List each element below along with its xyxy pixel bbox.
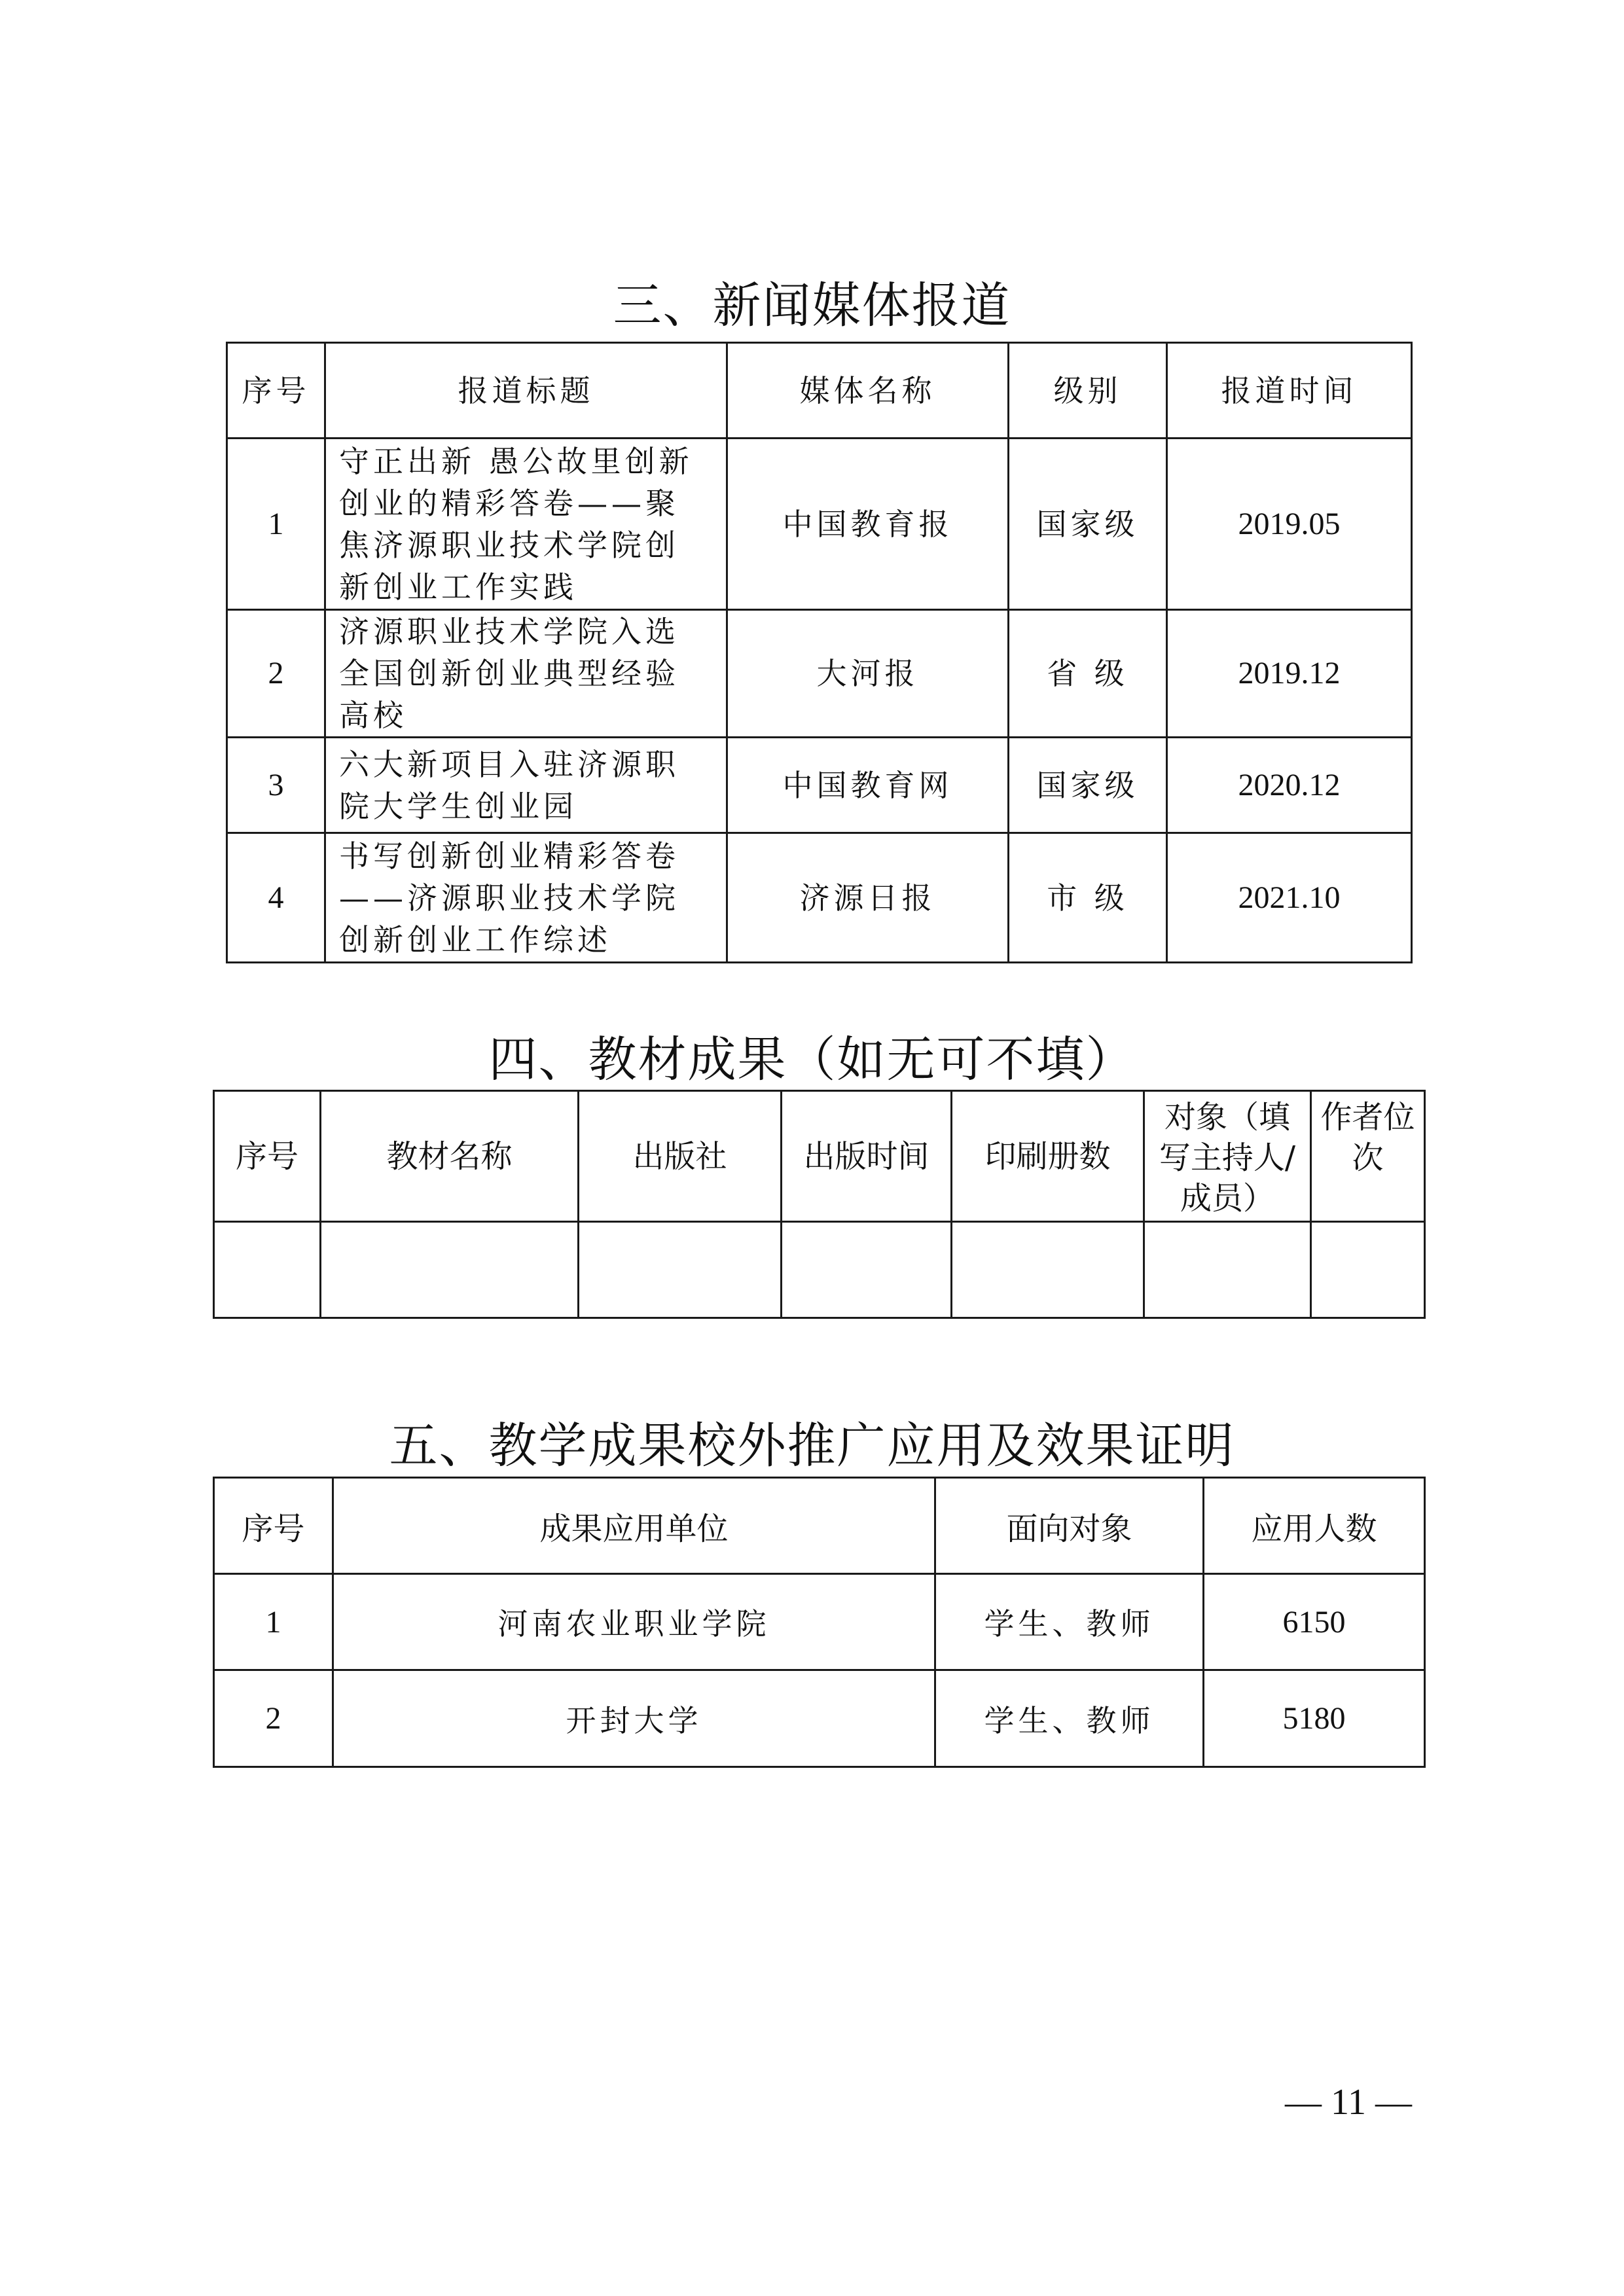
media-name: 大河报: [727, 610, 1009, 738]
report-title: 六大新项目入驻济源职院大学生创业园: [325, 738, 727, 833]
target-audience: 学生、教师: [935, 1670, 1204, 1767]
user-count: 5180: [1204, 1670, 1425, 1767]
row-number: 2: [227, 610, 325, 738]
report-title: 济源职业技术学院入选全国创新创业典型经验高校: [325, 610, 727, 738]
report-level: 市 级: [1009, 833, 1167, 963]
header-cell: 出版社: [579, 1091, 782, 1222]
table-header-row: [214, 1091, 1425, 1222]
section5-title: 五、教学成果校外推广应用及效果证明: [389, 1418, 1235, 1474]
header-cell: 应用人数: [1204, 1478, 1425, 1574]
report-date: 2019.05: [1167, 439, 1412, 610]
media-name: 中国教育报: [727, 439, 1009, 610]
header-cell: 级别: [1009, 343, 1167, 439]
header-cell: 序号: [227, 343, 325, 439]
report-level: 省 级: [1009, 610, 1167, 738]
header-cell: 作者位次: [1311, 1091, 1425, 1222]
header-cell: 媒体名称: [727, 343, 1009, 439]
table-header-row: [227, 343, 1412, 439]
table-row: [214, 1670, 1425, 1767]
empty-cell: [579, 1222, 782, 1318]
user-count: 6150: [1204, 1574, 1425, 1670]
empty-cell: [782, 1222, 952, 1318]
page-number: — 11 —: [1285, 2082, 1412, 2123]
media-name: 济源日报: [727, 833, 1009, 963]
table-row: [214, 1222, 1425, 1318]
report-date: 2020.12: [1167, 738, 1412, 833]
header-cell: 序号: [214, 1478, 333, 1574]
header-cell: 报道时间: [1167, 343, 1412, 439]
report-level: 国家级: [1009, 439, 1167, 610]
header-cell: 对象（填写主持人/成员）: [1144, 1091, 1311, 1222]
table-row: [227, 738, 1412, 833]
table-row: [227, 833, 1412, 963]
row-number: 1: [214, 1574, 333, 1670]
table-row: [227, 610, 1412, 738]
header-cell: 印刷册数: [952, 1091, 1144, 1222]
table-row: [214, 1574, 1425, 1670]
header-cell: 报道标题: [325, 343, 727, 439]
application-unit: 河南农业职业学院: [333, 1574, 935, 1670]
textbook-table: [213, 1090, 1426, 1319]
table-row: [227, 439, 1412, 610]
report-level: 国家级: [1009, 738, 1167, 833]
header-cell: 教材名称: [321, 1091, 579, 1222]
report-title: 书写创新创业精彩答卷——济源职业技术学院创新创业工作综述: [325, 833, 727, 963]
header-cell: 出版时间: [782, 1091, 952, 1222]
empty-cell: [214, 1222, 321, 1318]
report-title: 守正出新 愚公故里创新创业的精彩答卷——聚焦济源职业技术学院创新创业工作实践: [325, 439, 727, 610]
row-number: 2: [214, 1670, 333, 1767]
promotion-table: [213, 1477, 1426, 1768]
header-cell: 成果应用单位: [333, 1478, 935, 1574]
table-header-row: [214, 1478, 1425, 1574]
media-name: 中国教育网: [727, 738, 1009, 833]
header-cell: 序号: [214, 1091, 321, 1222]
empty-cell: [1311, 1222, 1425, 1318]
application-unit: 开封大学: [333, 1670, 935, 1767]
section3-title: 三、新闻媒体报道: [613, 278, 1011, 334]
media-report-table: [226, 342, 1413, 963]
row-number: 4: [227, 833, 325, 963]
target-audience: 学生、教师: [935, 1574, 1204, 1670]
empty-cell: [321, 1222, 579, 1318]
empty-cell: [1144, 1222, 1311, 1318]
report-date: 2019.12: [1167, 610, 1412, 738]
row-number: 3: [227, 738, 325, 833]
section4-title: 四、教材成果（如无可不填）: [488, 1031, 1136, 1088]
header-cell: 面向对象: [935, 1478, 1204, 1574]
report-date: 2021.10: [1167, 833, 1412, 963]
empty-cell: [952, 1222, 1144, 1318]
row-number: 1: [227, 439, 325, 610]
